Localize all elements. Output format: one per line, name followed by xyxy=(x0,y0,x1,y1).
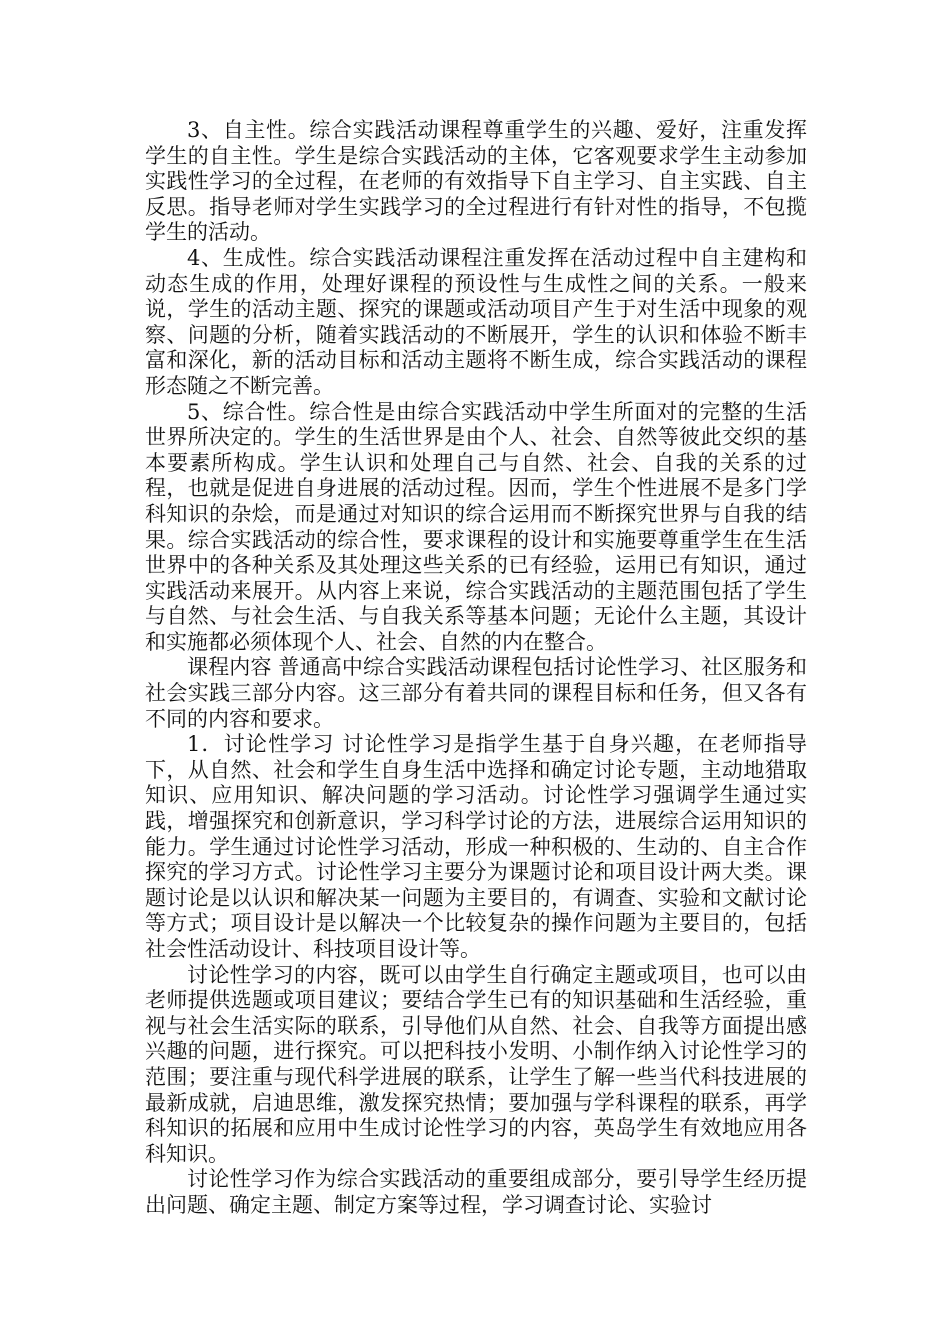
paragraph-research-process: 讨论性学习作为综合实践活动的重要组成部分，要引导学生经历提出问题、确定主题、制定方案等过程，学习调查讨论、实验讨 xyxy=(145,1167,807,1217)
paragraph-research-learning: 1．讨论性学习 讨论性学习是指学生基于自身兴趣，在老师指导下，从自然、社会和学生自身生活中选择和确定讨论专题，主动地猎取知识、应用知识、解决问题的学习活动。讨论性学习强调学生通过实践，增强探究和创新意识，学习科学讨论的方法，进展综合运用知识的能力。学生通过讨论性学习活动，形成一种积极的、生动的、自主合作探究的学习方式。讨论性学习主要分为课题讨论和项目设计两大类。课题讨论是以认识和解决某一问题为主要目的，有调查、实验和文献讨论等方式；项目设计是以解决一个比较复杂的操作问题为主要目的，包括社会性活动设计、科技项目设计等。 xyxy=(145,732,807,961)
document-body xyxy=(145,118,807,1219)
paragraph-autonomy: 3、自主性。综合实践活动课程尊重学生的兴趣、爱好，注重发挥学生的自主性。学生是综合实践活动的主体，它客观要求学生主动参加实践性学习的全过程，在老师的有效指导下自主学习、自主实践、自主反思。指导老师对学生实践学习的全过程进行有针对性的指导，不包揽学生的活动。 xyxy=(145,118,807,245)
paragraph-comprehensiveness: 5、综合性。综合性是由综合实践活动中学生所面对的完整的生活世界所决定的。学生的生活世界是由个人、社会、自然等彼此交织的基本要素所构成。学生认识和处理自己与自然、社会、自我的关系的过程，也就是促进自身进展的活动过程。因而，学生个性进展不是多门学科知识的杂烩，而是通过对知识的综合运用而不断探究世界与自我的结果。综合实践活动的综合性，要求课程的设计和实施要尊重学生在生活世界中的各种关系及其处理这些关系的已有经验，运用已有知识，通过实践活动来展开。从内容上来说，综合实践活动的主题范围包括了学生与自然、与社会生活、与自我关系等基本问题；无论什么主题，其设计和实施都必须体现个人、社会、自然的内在整合。 xyxy=(145,399,807,654)
paragraph-generativity: 4、生成性。综合实践活动课程注重发挥在活动过程中自主建构和动态生成的作用，处理好课程的预设性与生成性之间的关系。一般来说，学生的活动主题、探究的课题或活动项目产生于对生活中现象的观察、问题的分析，随着实践活动的不断展开，学生的认识和体验不断丰富和深化，新的活动目标和活动主题将不断生成，综合实践活动的课程形态随之不断完善。 xyxy=(145,245,807,398)
paragraph-research-content: 讨论性学习的内容，既可以由学生自行确定主题或项目，也可以由老师提供选题或项目建议；要结合学生已有的知识基础和生活经验，重视与社会生活实际的联系，引导他们从自然、社会、自我等方面提出感兴趣的问题，进行探究。可以把科技小发明、小制作纳入讨论性学习的范围；要注重与现代科学进展的联系，让学生了解一些当代科技进展的最新成就，启迪思维，激发探究热情；要加强与学科课程的联系，再学科知识的拓展和应用中生成讨论性学习的内容，英岛学生有效地应用各科知识。 xyxy=(145,962,807,1166)
paragraph-course-content: 课程内容 普通高中综合实践活动课程包括讨论性学习、社区服务和社会实践三部分内容。这三部分有着共同的课程目标和任务，但又各有不同的内容和要求。 xyxy=(145,655,807,731)
